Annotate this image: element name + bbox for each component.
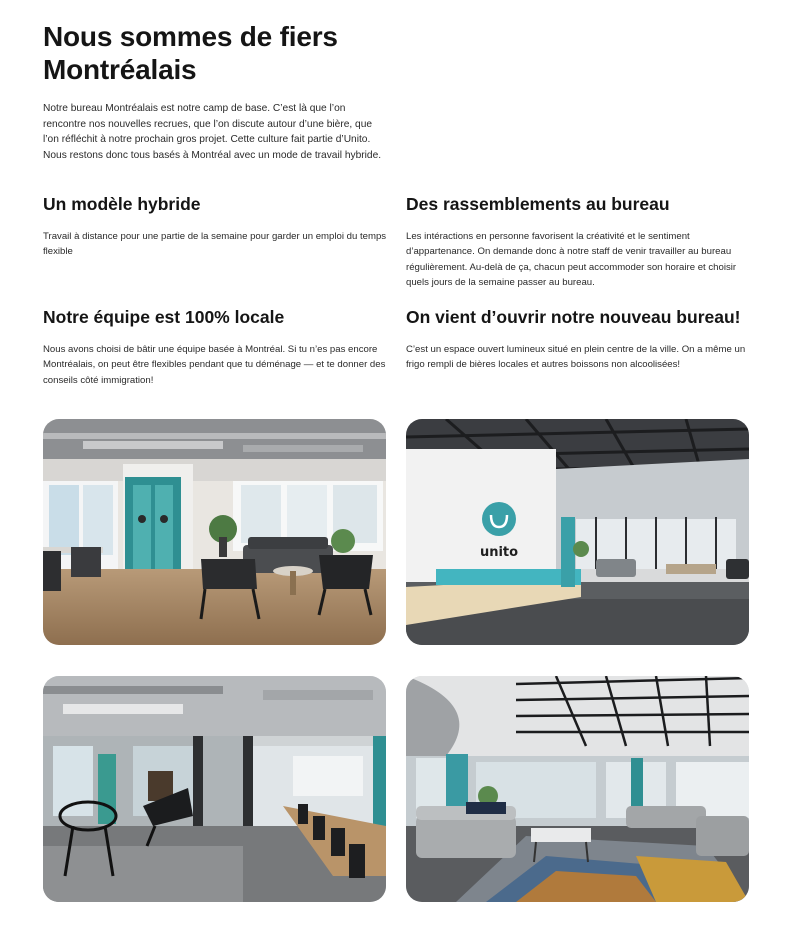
feature-text: Nous avons choisi de bâtir une équipe basée à Montréal. Si tu n’es pas encore Montréalais, on peut être flexibles pendant que tu déménage — et te donner des conseils côté immigration! <box>43 344 386 386</box>
feature-text: Travail à distance pour une partie de la semaine pour garder un emploi du temps flexible <box>43 231 387 258</box>
feature-text: Les intéractions en personne favorisent la créativité et le sentiment d’appartenance. On demande donc à notre staff de venir travailler au bureau régulièrement. Au-delà de ça, chacun peut accommoder son horaire et choisir quels jours de la semaine passer au bureau. <box>406 231 737 289</box>
feature-new-office <box>406 306 756 373</box>
office-lounge-photo <box>43 419 386 645</box>
feature-title: Notre équipe est 100% locale <box>43 307 285 327</box>
feature-title: Des rassemblements au bureau <box>406 194 670 214</box>
feature-title: On vient d’ouvrir notre nouveau bureau! <box>406 307 741 327</box>
open-lounge-photo <box>406 676 749 902</box>
page-title: Nous sommes de fiers Montréalais <box>43 21 338 85</box>
intro-paragraph: Notre bureau Montréalais est notre camp de base. C’est là que l’on rencontre nos nouvelles recrues, que l’on discute autour d’une bière, que l’on réfléchit à notre prochain gros projet. Cette culture fait partie d’Unito. Nous restons donc tous basés à Montréal avec un mode de travail hybride. <box>43 103 382 161</box>
feature-office-gatherings <box>406 193 756 291</box>
meeting-rooms-photo <box>43 676 386 902</box>
feature-local-team <box>43 306 393 388</box>
company-logo-text: unito <box>479 545 519 560</box>
feature-hybrid-model <box>43 193 393 260</box>
feature-text: C’est un espace ouvert lumineux situé en plein centre de la ville. On a même un frigo rempli de bières locales et autres boissons non alcoolisées! <box>406 344 746 371</box>
feature-title: Un modèle hybride <box>43 194 201 214</box>
reception-photo <box>406 419 749 645</box>
